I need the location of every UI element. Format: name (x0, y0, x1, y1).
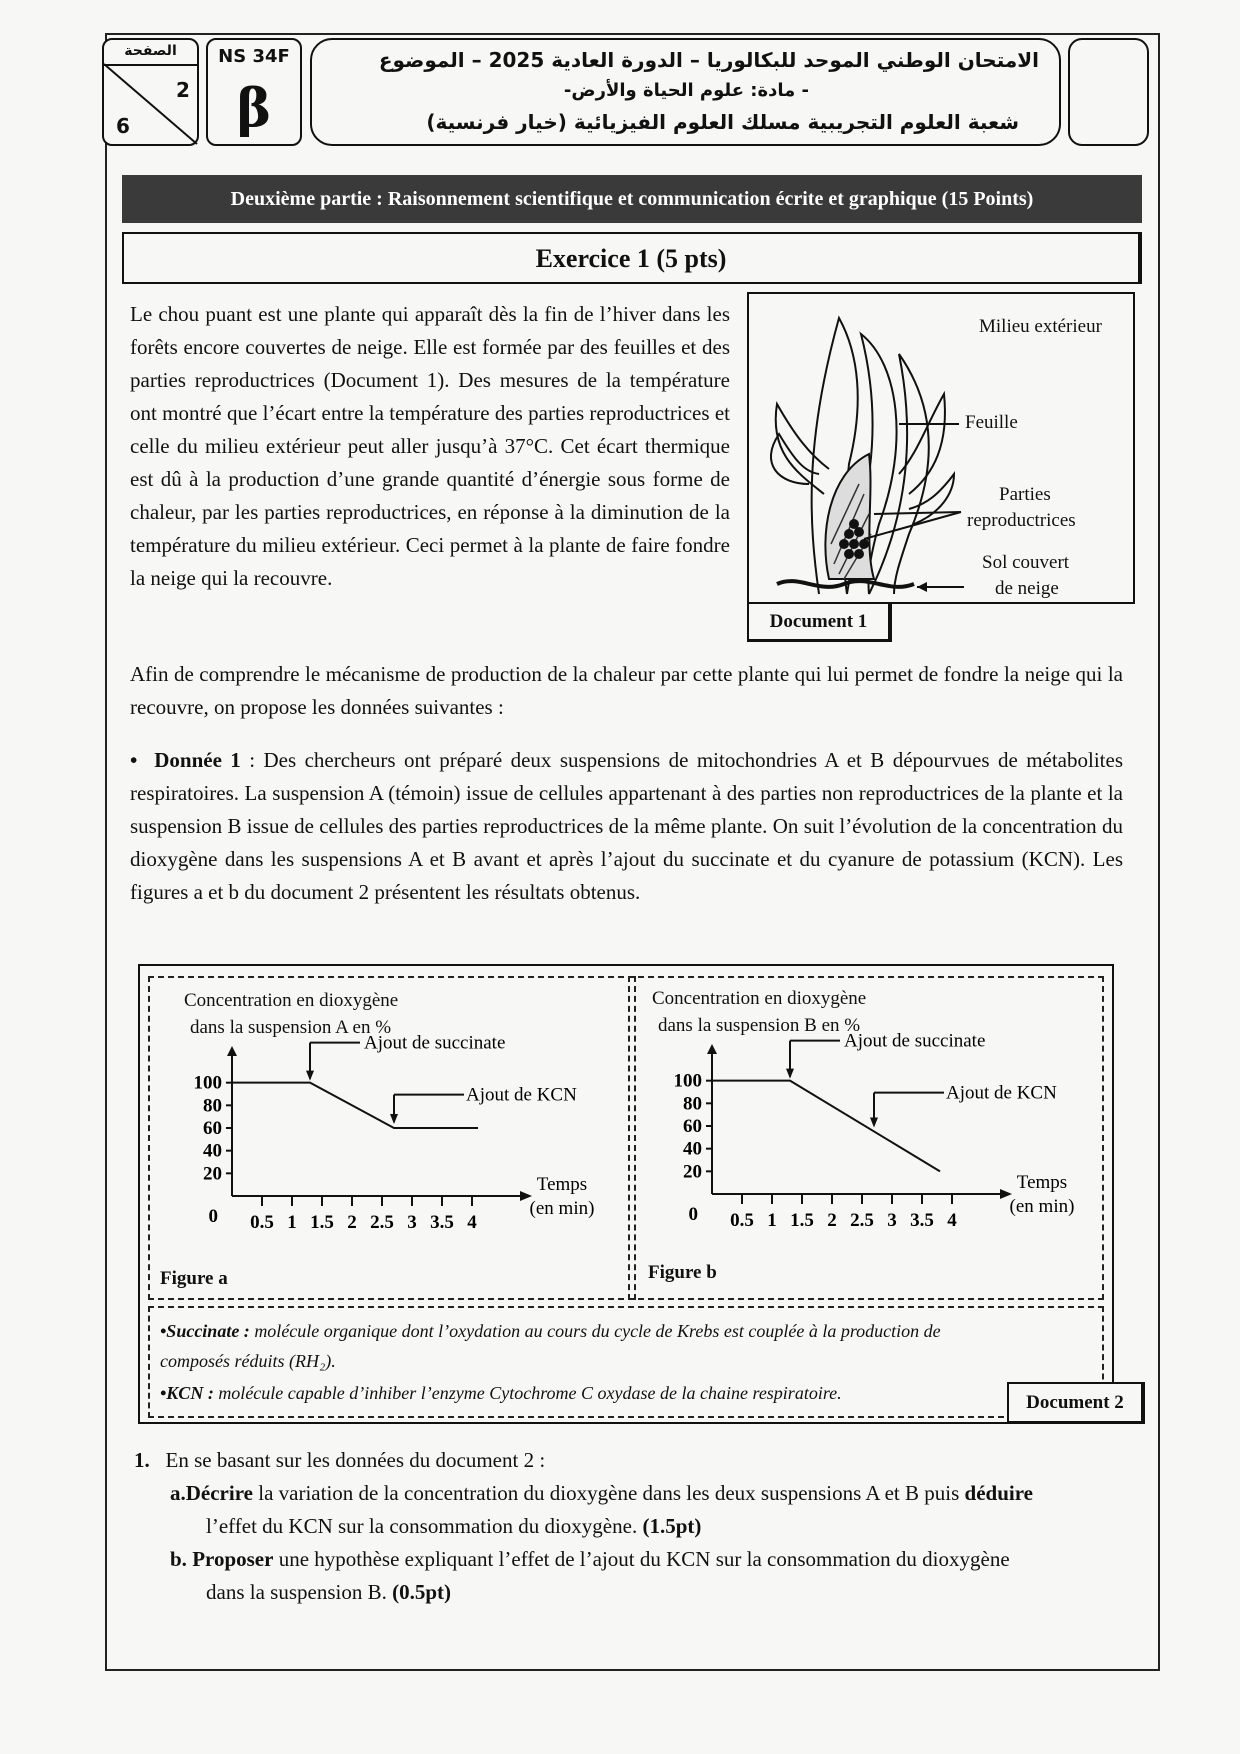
qb-label: b. (170, 1547, 187, 1571)
fig-b-x-tick-label-4: 4 (947, 1210, 957, 1231)
donnee-1-text: : Des chercheurs ont préparé deux suspensions de mitochondries A et B dépourvues de métabolites respiratoires. La suspension A (témoin) issue de cellules appartenant à des parties non reproductrices de la plante et la suspension B issue de cellules des parties reproductrices de la même plante. On suit l’évolution de la concentration du dioxygène dans les suspensions A et B avant et après l’ajout du succinate et du cyanure de potassium (KCN). Les figures a et b du document 2 présentent les résultats obtenus. (130, 748, 1124, 904)
question-1b (170, 1543, 1130, 1576)
note-succinate-term: •Succinate : (160, 1321, 250, 1341)
fig-b-x-tick-label-2: 2 (827, 1210, 837, 1231)
label-feuille: Feuille (965, 412, 1018, 433)
fig-a-kcn-label: Ajout de KCN (466, 1084, 577, 1106)
fig-a-y-tick-label-60: 60 (203, 1118, 222, 1139)
fig-a-xlabel-2: (en min) (529, 1198, 595, 1219)
label-parties-1: Parties (999, 484, 1051, 505)
note-kcn-term: •KCN : (160, 1383, 214, 1403)
fig-b-y-axis-arrow (707, 1044, 717, 1054)
fig-a-y-axis-arrow (227, 1046, 237, 1056)
fig-b-y-tick-label-60: 60 (683, 1116, 702, 1137)
fig-a-x-tick-label-2: 2 (347, 1212, 357, 1233)
page-word: الصفحة (104, 40, 197, 66)
exercise-title: Exercice 1 (5 pts) (122, 232, 1142, 284)
fig-b-x-tick-label-1: 1 (767, 1210, 777, 1231)
fig-b-title-1: Concentration en dioxygène (652, 988, 867, 1009)
document-1-label: Document 1 (747, 602, 892, 642)
qa-label: a. (170, 1481, 186, 1505)
qa-verb1: Décrire (185, 1481, 253, 1505)
fig-a-label: Figure a (160, 1268, 228, 1289)
fig-b-title-2: dans la suspension B en % (658, 1015, 861, 1036)
fig-a-y-tick-label-100: 100 (193, 1072, 222, 1094)
document-1 (747, 292, 1135, 604)
fig-b-label: Figure b (648, 1262, 717, 1283)
doc2-dashed-divider (628, 976, 630, 1300)
fig-a-succinate-arrowhead (306, 1071, 314, 1081)
document-2 (138, 964, 1114, 1424)
question-1 (134, 1444, 1134, 1477)
intro-paragraph: Le chou puant est une plante qui apparaît dès la fin de l’hiver dans les forêts encore couvertes de neige. Elle est formée par des feuilles et des parties reproductrices (Document 1). Des mesures de la température ont montré que l’écart entre la température des parties reproductrices et celle du milieu extérieur peut aller jusqu’à 37°C. Cet écart thermique est dû à la production d’une grande quantité d’énergie sous forme de chaleur, par les parties reproductrices, en réponse à la diminution de la température du milieu extérieur. Ceci permet à la plante de faire fondre la neige qui la recouvre. (130, 302, 730, 590)
fig-a-y-tick-label-80: 80 (203, 1095, 222, 1117)
fig-b-y-tick-label-20: 20 (683, 1161, 702, 1183)
fig-a-x-tick-label-1: 1 (287, 1212, 297, 1233)
afin-paragraph: Afin de comprendre le mécanisme de production de la chaleur par cette plante qui lui permet de fondre la neige qui la recouvre, on propose les données suivantes : (130, 662, 1123, 719)
donnee-1 (130, 744, 1123, 909)
fig-a-title-1: Concentration en dioxygène (184, 990, 399, 1011)
fig-b-x-tick-label-0.5: 0.5 (730, 1210, 754, 1231)
question-1b-line2 (206, 1576, 1126, 1609)
note-succinate (160, 1316, 1000, 1376)
fig-b-origin-label: 0 (688, 1204, 698, 1225)
fig-b-kcn-label: Ajout de KCN (946, 1082, 1057, 1104)
fig-a-x-tick-label-1.5: 1.5 (310, 1212, 334, 1233)
q1-text: En se basant sur les données du document 2 : (165, 1448, 546, 1472)
fig-b-succinate-arrowhead (786, 1069, 794, 1079)
fig-b-xlabel-1: Temps (1016, 1172, 1068, 1193)
question-1a-line2 (206, 1510, 1126, 1543)
qa-points: (1.5pt) (642, 1514, 702, 1538)
label-parties-2: reproductrices (967, 510, 1076, 531)
page-total: 6 (116, 114, 130, 138)
fig-b-x-tick-label-3: 3 (887, 1210, 897, 1231)
fig-a-title-2: dans la suspension A en % (190, 1017, 392, 1038)
note-succinate-text: molécule organique dont l’oxydation au cours du cycle de Krebs est couplée à la production de composés réduits (RH₂). (160, 1321, 941, 1371)
fig-a-x-tick-label-4: 4 (467, 1212, 477, 1233)
fig-b-kcn-arrowhead (870, 1117, 878, 1127)
fig-b-y-tick-label-80: 80 (683, 1093, 702, 1115)
fig-a-y-tick-label-20: 20 (203, 1163, 222, 1185)
fig-b-x-tick-label-3.5: 3.5 (910, 1210, 934, 1231)
fig-a-x-tick-label-2.5: 2.5 (370, 1212, 394, 1233)
q1-number: 1. (134, 1448, 150, 1472)
fig-b-x-tick-label-2.5: 2.5 (850, 1210, 874, 1231)
fig-b-data-line (712, 1081, 940, 1172)
header-line2: - مادة: علوم الحياة والأرض- (563, 80, 809, 101)
blank-box (1068, 38, 1149, 146)
fig-a-x-tick-label-0.5: 0.5 (250, 1212, 274, 1233)
fig-b-xlabel-2: (en min) (1009, 1196, 1075, 1217)
fig-a-y-tick-label-40: 40 (203, 1140, 222, 1162)
qa-verb2: déduire (964, 1481, 1033, 1505)
page-number-box (102, 38, 199, 146)
code-box (206, 38, 302, 146)
qa-mid: la variation de la concentration du dioxygène dans les deux suspensions A et B puis (252, 1481, 965, 1505)
header-line1: الامتحان الوطني الموحد للبكالوريا – الدورة العادية 2025 – الموضوع (378, 48, 1039, 72)
fig-a-origin-label: 0 (208, 1206, 218, 1227)
fig-a-succinate-label: Ajout de succinate (364, 1032, 506, 1054)
donnee-1-title: Donnée 1 (154, 748, 241, 772)
label-milieu: Milieu extérieur (979, 316, 1102, 337)
fig-b-x-tick-label-1.5: 1.5 (790, 1210, 814, 1231)
fig-a-x-tick-label-3: 3 (407, 1212, 417, 1233)
chart-a (160, 1032, 620, 1276)
qa-line2: l’effet du KCN sur la consommation du dioxygène. (206, 1514, 643, 1538)
qb-points: (0.5pt) (392, 1580, 451, 1604)
fig-a-kcn-arrowhead (390, 1114, 398, 1124)
label-sol-1: Sol couvert (982, 552, 1070, 573)
note-kcn-text: molécule capable d’inhiber l’enzyme Cytochrome C oxydase de la chaine respiratoire. (213, 1383, 842, 1403)
title-box (310, 38, 1061, 146)
header-line3: شعبة العلوم التجريبية مسلك العلوم الفيزيائية (خيار فرنسية) (426, 110, 1019, 134)
fig-a-xlabel-1: Temps (536, 1174, 588, 1195)
section-banner: Deuxième partie : Raisonnement scientifique et communication écrite et graphique (15 Points) (122, 175, 1142, 223)
qb-verb: Proposer (192, 1547, 274, 1571)
doc2-dashed-divider-2 (634, 976, 636, 1300)
exam-code: NS 34F (218, 46, 290, 67)
chart-b (640, 1030, 1100, 1274)
fig-b-y-tick-label-40: 40 (683, 1138, 702, 1160)
variant-letter: β (236, 78, 272, 139)
fig-a-data-line (232, 1083, 478, 1128)
page-num: 2 (176, 78, 190, 102)
fig-b-y-tick-label-100: 100 (673, 1070, 702, 1092)
donnee-1-bullet: • (130, 748, 138, 772)
document-2-label: Document 2 (1007, 1382, 1145, 1424)
plant-drawing (749, 294, 1133, 602)
note-kcn (160, 1378, 920, 1408)
qb-line2: dans la suspension B. (206, 1580, 393, 1604)
qb-text: une hypothèse expliquant l’effet de l’ajout du KCN sur la consommation du dioxygène (273, 1547, 1010, 1571)
fig-b-succinate-label: Ajout de succinate (844, 1030, 986, 1052)
label-sol-2: de neige (995, 578, 1059, 599)
fig-a-x-tick-label-3.5: 3.5 (430, 1212, 454, 1233)
question-1a (170, 1477, 1130, 1510)
